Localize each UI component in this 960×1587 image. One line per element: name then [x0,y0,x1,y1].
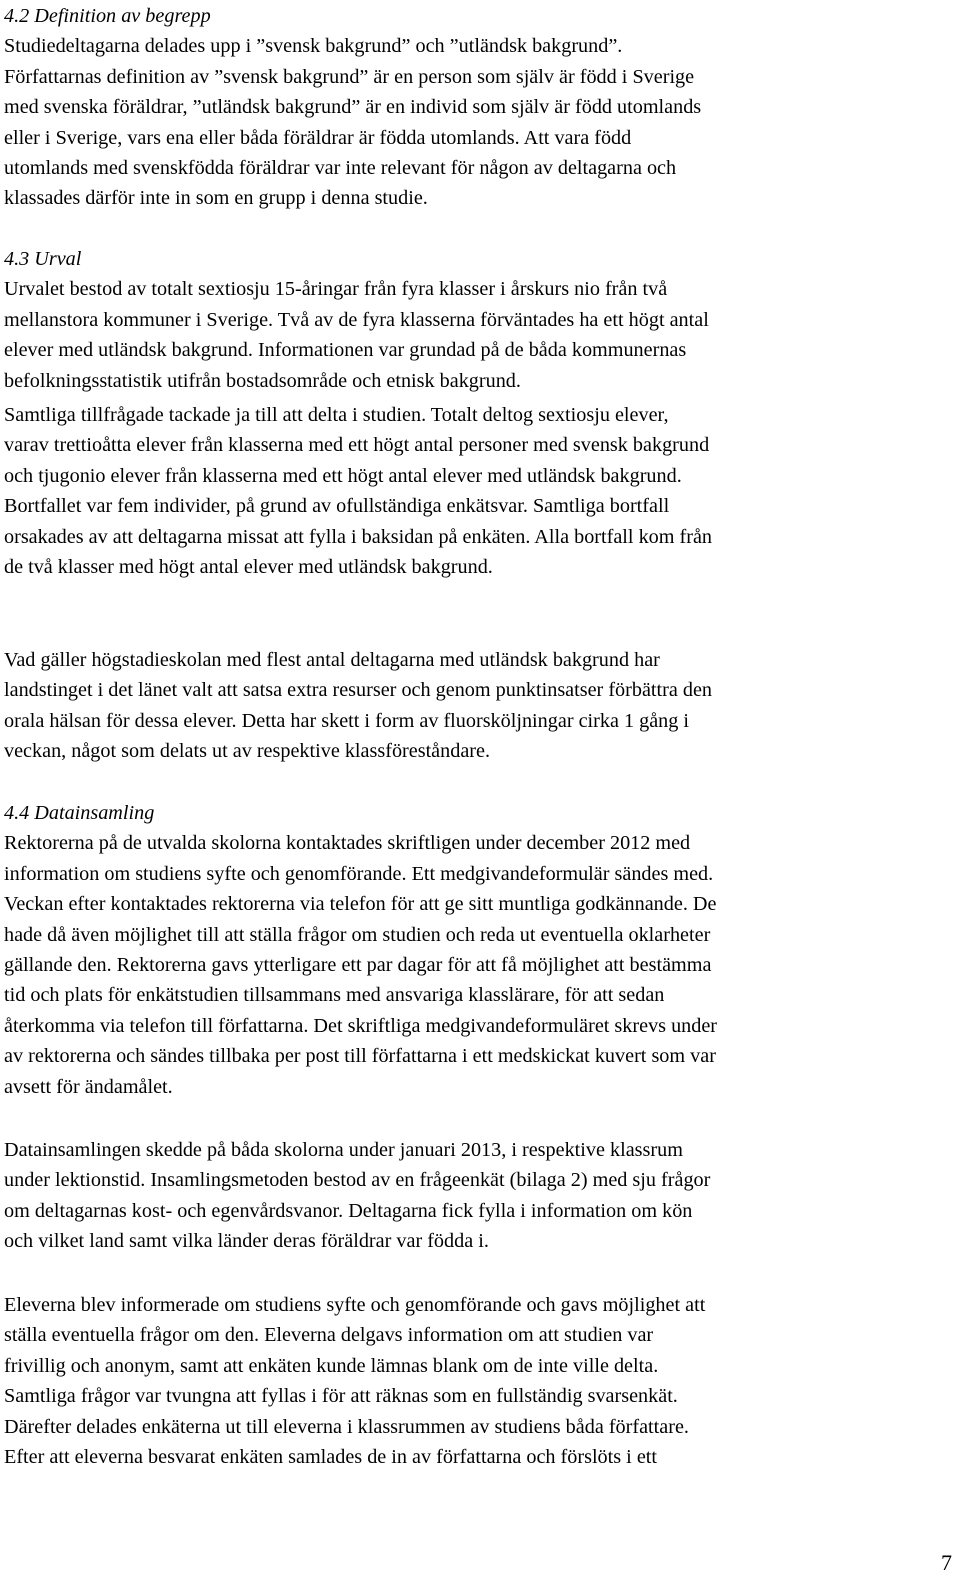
text-line: tid och plats för enkätstudien tillsammans med ansvariga klasslärare, för att sedan [4,984,665,1007]
text-line: och tjugonio elever från klasserna med ett högt antal elever med utländsk bakgrund. [4,464,682,487]
text-line: de två klasser med högt antal elever med utländsk bakgrund. [4,556,493,579]
text-line: elever med utländsk bakgrund. Informationen var grundad på de båda kommunernas [4,339,687,362]
text-line: varav trettioåtta elever från klasserna med ett högt antal personer med svensk bakgrund [4,434,710,457]
section-4-3 [4,244,956,396]
text-line: ställa eventuella frågor om den. Eleverna delgavs information om att studien var [4,1324,654,1347]
text-line: Eleverna blev informerade om studiens syfte och genomförande och gavs möjlighet att [4,1294,706,1316]
section-heading: 4.4 Datainsamling [4,802,155,824]
text-line: av rektorerna och sändes tillbaka per post till författarna i ett medskickat kuvert som var [4,1045,716,1068]
section-heading: 4.2 Definition av begrepp [4,5,211,27]
text-line: gällande den. Rektorerna gavs ytterligare ett par dagar för att få möjlighet att bestämma [4,954,712,977]
section-4-2 [4,1,956,214]
paragraph [4,1290,956,1472]
text-line: Veckan efter kontaktades rektorerna via telefon för att ge sitt muntliga godkännande. De [4,893,717,916]
text-line: Samtliga frågor var tvungna att fyllas i för att räknas som en fullständig svarsenkät. [4,1385,678,1408]
text-line: återkomma via telefon till författarna. Det skriftliga medgivandeformuläret skrevs under [4,1014,718,1037]
text-line: med svenska föräldrar, ”utländsk bakgrund” är en individ som själv är född utomlands [4,96,702,119]
text-line: hade då även möjlighet till att ställa frågor om studien och reda ut eventuella oklarheter [4,923,711,946]
text-line: eller i Sverige, vars ena eller båda föräldrar är födda utomlands. Att vara född [4,126,632,149]
text-line: Bortfallet var fem individer, på grund av ofullständiga enkätsvar. Samtliga bortfall [4,495,670,518]
text-line: veckan, något som delats ut av respektive klassföreståndare. [4,740,491,763]
text-line: information om studiens syfte och genomförande. Ett medgivandeformulär sändes med. [4,862,714,885]
text-line: landstinget i det länet valt att satsa extra resurser och genom punktinsatser förbättra den [4,679,713,702]
text-line: mellanstora kommuner i Sverige. Två av de fyra klasserna förväntades ha ett högt antal [4,308,709,331]
text-line: Efter att eleverna besvarat enkäten samlades de in av författarna och förslöts i ett [4,1446,657,1469]
text-line: befolkningsstatistik utifrån bostadsområde och etnisk bakgrund. [4,369,521,392]
text-line: under lektionstid. Insamlingsmetoden bestod av en frågeenkät (bilaga 2) med sju frågor [4,1169,711,1192]
text-line: Urvalet bestod av totalt sextiosju 15-åringar från fyra klasser i årskurs nio från två [4,278,668,301]
text-line: Datainsamlingen skedde på båda skolorna under januari 2013, i respektive klassrum [4,1139,683,1161]
paragraph [4,1135,956,1257]
text-line: avsett för ändamålet. [4,1075,173,1098]
text-line: Studiedeltagarna delades upp i ”svensk bakgrund” och ”utländsk bakgrund”. [4,35,623,58]
section-4-4 [4,798,956,1102]
text-line: och vilket land samt vilka länder deras föräldrar var födda i. [4,1230,489,1253]
text-line: Samtliga tillfrågade tackade ja till att delta i studien. Totalt deltog sextiosju elever, [4,404,669,426]
text-line: Därefter delades enkäterna ut till eleverna i klassrummen av studiens båda författare. [4,1415,689,1438]
text-line: Vad gäller högstadieskolan med flest antal deltagarna med utländsk bakgrund har [4,649,660,671]
section-heading: 4.3 Urval [4,248,82,270]
text-line: orala hälsan för dessa elever. Detta har skett i form av fluorsköljningar cirka 1 gång i [4,709,690,732]
text-line: Rektorerna på de utvalda skolorna kontaktades skriftligen under december 2012 med [4,832,691,855]
paragraph [4,645,956,767]
text-line: om deltagarnas kost- och egenvårdsvanor. Deltagarna fick fylla i information om kön [4,1199,693,1222]
text-line: klassades därför inte in som en grupp i denna studie. [4,187,428,210]
paragraph [4,400,956,582]
text-line: frivillig och anonym, samt att enkäten kunde lämnas blank om de inte ville delta. [4,1354,659,1377]
text-line: utomlands med svenskfödda föräldrar var inte relevant för någon av deltagarna och [4,157,677,180]
text-line: Författarnas definition av ”svensk bakgrund” är en person som själv är född i Sverige [4,65,695,88]
page-number: 7 [941,1550,952,1575]
text-line: orsakades av att deltagarna missat att fylla i baksidan på enkäten. Alla bortfall kom från [4,525,713,548]
